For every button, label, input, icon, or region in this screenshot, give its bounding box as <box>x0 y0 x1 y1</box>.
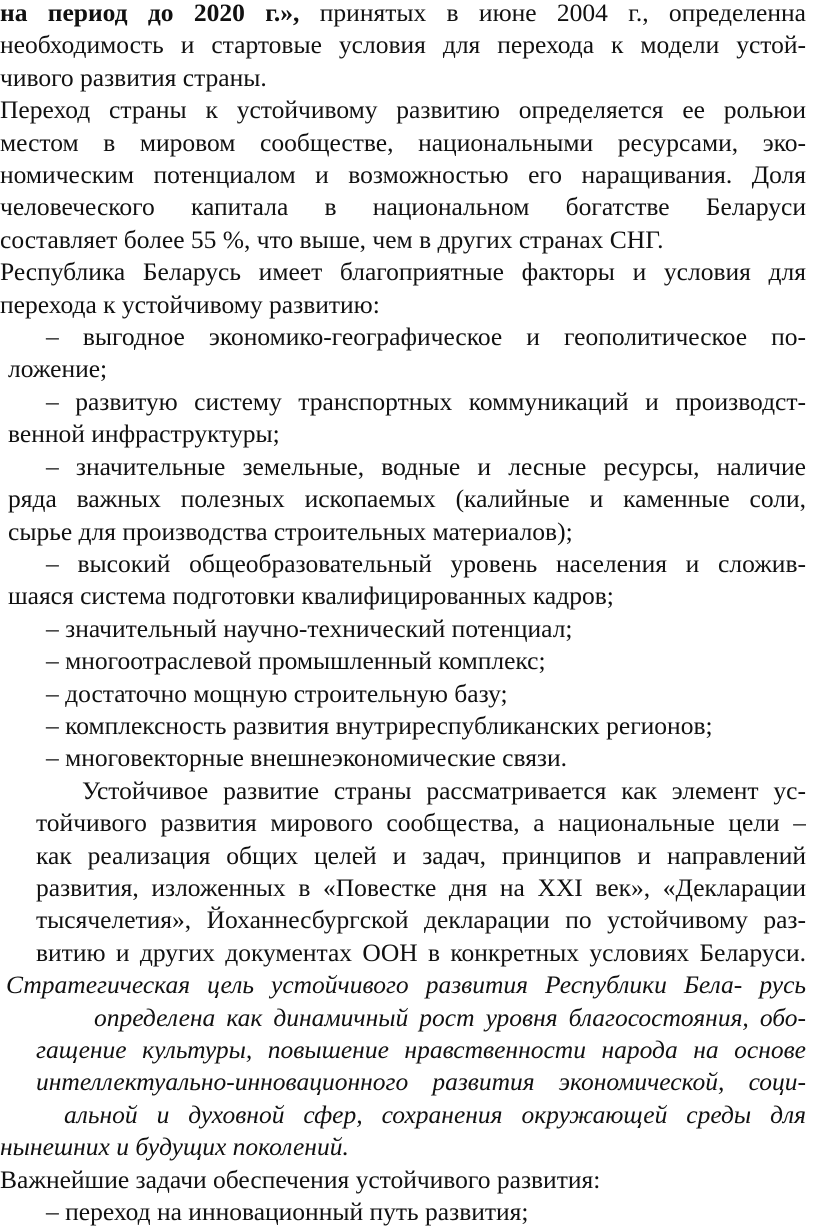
list-item <box>0 386 806 451</box>
list-item-line: – комплексность развития внутриреспубликанских регионов; <box>46 710 713 740</box>
factors-line: Республика Беларусь имеет благоприятные факторы и условия для <box>0 257 806 287</box>
list-item-line: – выгодное экономико-географическое и геополитическое по- <box>46 322 806 352</box>
sustainable-line: Устойчивое развитие страны рассматривается как элемент ус- <box>82 775 806 805</box>
factors-line: перехода к устойчивому развитию: <box>0 289 380 319</box>
list-item <box>0 321 806 386</box>
strategic-line: Стратегическая цель устойчивого развития Республики Бела- русь <box>6 970 806 1000</box>
transition-line: местом в мировом сообществе, национальными ресурсами, эко- <box>0 127 806 157</box>
strategic-goal-paragraph <box>0 969 816 1163</box>
transition-line: составляет более 55 %, что выше, чем в других странах СНГ. <box>0 224 664 254</box>
list-item-line: – высокий общеобразовательный уровень населения и сложив- <box>46 548 806 578</box>
sustainable-line: тойчивого развития мирового сообщества, а национальные цели – <box>36 808 806 838</box>
list-item-line: – значительные земельные, водные и лесные ресурсы, наличие <box>46 451 806 481</box>
sustainable-line: развития, изложенных в «Повестке дня на XXI век», «Декларации <box>36 872 806 902</box>
intro-line-1 <box>0 0 806 29</box>
sustainable-line: тысячелетия», Йоханнесбургской декларации по устойчивому раз- <box>36 905 806 935</box>
list-item <box>0 548 806 613</box>
list-item <box>0 645 806 677</box>
list-item <box>0 613 806 645</box>
tasks-paragraph <box>0 1164 816 1196</box>
list-item-line: венной инфраструктуры; <box>8 419 280 449</box>
strategic-line: альной и духовной сфер, сохранения окружающей среды для <box>64 1099 806 1129</box>
strategic-line: нынешних и будущих поколений. <box>0 1132 349 1162</box>
transition-line: Переход страны к устойчивому развитию определяется ее рольюи <box>0 95 806 125</box>
list-item <box>0 678 806 710</box>
intro-line-2: необходимость и стартовые условия для перехода к модели устой- <box>0 30 806 60</box>
tasks-list <box>0 1196 816 1228</box>
list-item-line: – достаточно мощную строительную базу; <box>46 678 508 708</box>
transition-line: номическим потенциалом и возможностью его наращивания. Доля <box>0 160 806 190</box>
list-item-line: – многоотраслевой промышленный комплекс; <box>46 646 546 676</box>
list-item <box>0 710 806 742</box>
sustainable-line: как реализация общих целей и задач, принципов и направлений <box>36 840 806 870</box>
tasks-heading: Важнейшие задачи обеспечения устойчивого развития: <box>0 1164 601 1194</box>
factors-list <box>0 321 816 775</box>
list-item-line: – развитую систему транспортных коммуникаций и производст- <box>46 386 806 416</box>
intro-line-3: чивого развития страны. <box>0 62 267 92</box>
transition-paragraph <box>0 94 816 256</box>
list-item-line: сырье для производства строительных материалов); <box>8 516 573 546</box>
list-item-line: – значительный научно-технический потенциал; <box>46 613 573 643</box>
list-item <box>0 742 806 774</box>
strategic-line: интеллектуально-инновационного развития экономической, соци- <box>36 1067 806 1097</box>
list-item-line: ложение; <box>8 354 108 384</box>
sustainable-line: витию и других документах ООН в конкретных условиях Беларуси. <box>36 937 806 967</box>
intro-paragraph <box>0 0 816 94</box>
strategic-line: определена как динамичный рост уровня благосостояния, обо- <box>94 1002 806 1032</box>
intro-line-1-rest: принятых в июне 2004 г., определенна <box>299 0 806 27</box>
list-item: – переход на инновационный путь развития; <box>46 1197 529 1227</box>
strategic-line: гащение культуры, повышение нравственности народа на основе <box>36 1035 806 1064</box>
intro-bold-lead: на период до 2020 г.», <box>0 0 300 27</box>
list-item-line: – многовекторные внешнеэкономические связи. <box>46 743 568 773</box>
factors-paragraph <box>0 256 816 321</box>
list-item-line: ряда важных полезных ископаемых (калийные и каменные соли, <box>8 484 806 514</box>
list-item-line: шаяся система подготовки квалифицированных кадров; <box>8 581 614 611</box>
sustainable-paragraph <box>0 775 816 969</box>
transition-line: человеческого капитала в национальном богатстве Беларуси <box>0 192 806 222</box>
list-item <box>0 451 806 548</box>
